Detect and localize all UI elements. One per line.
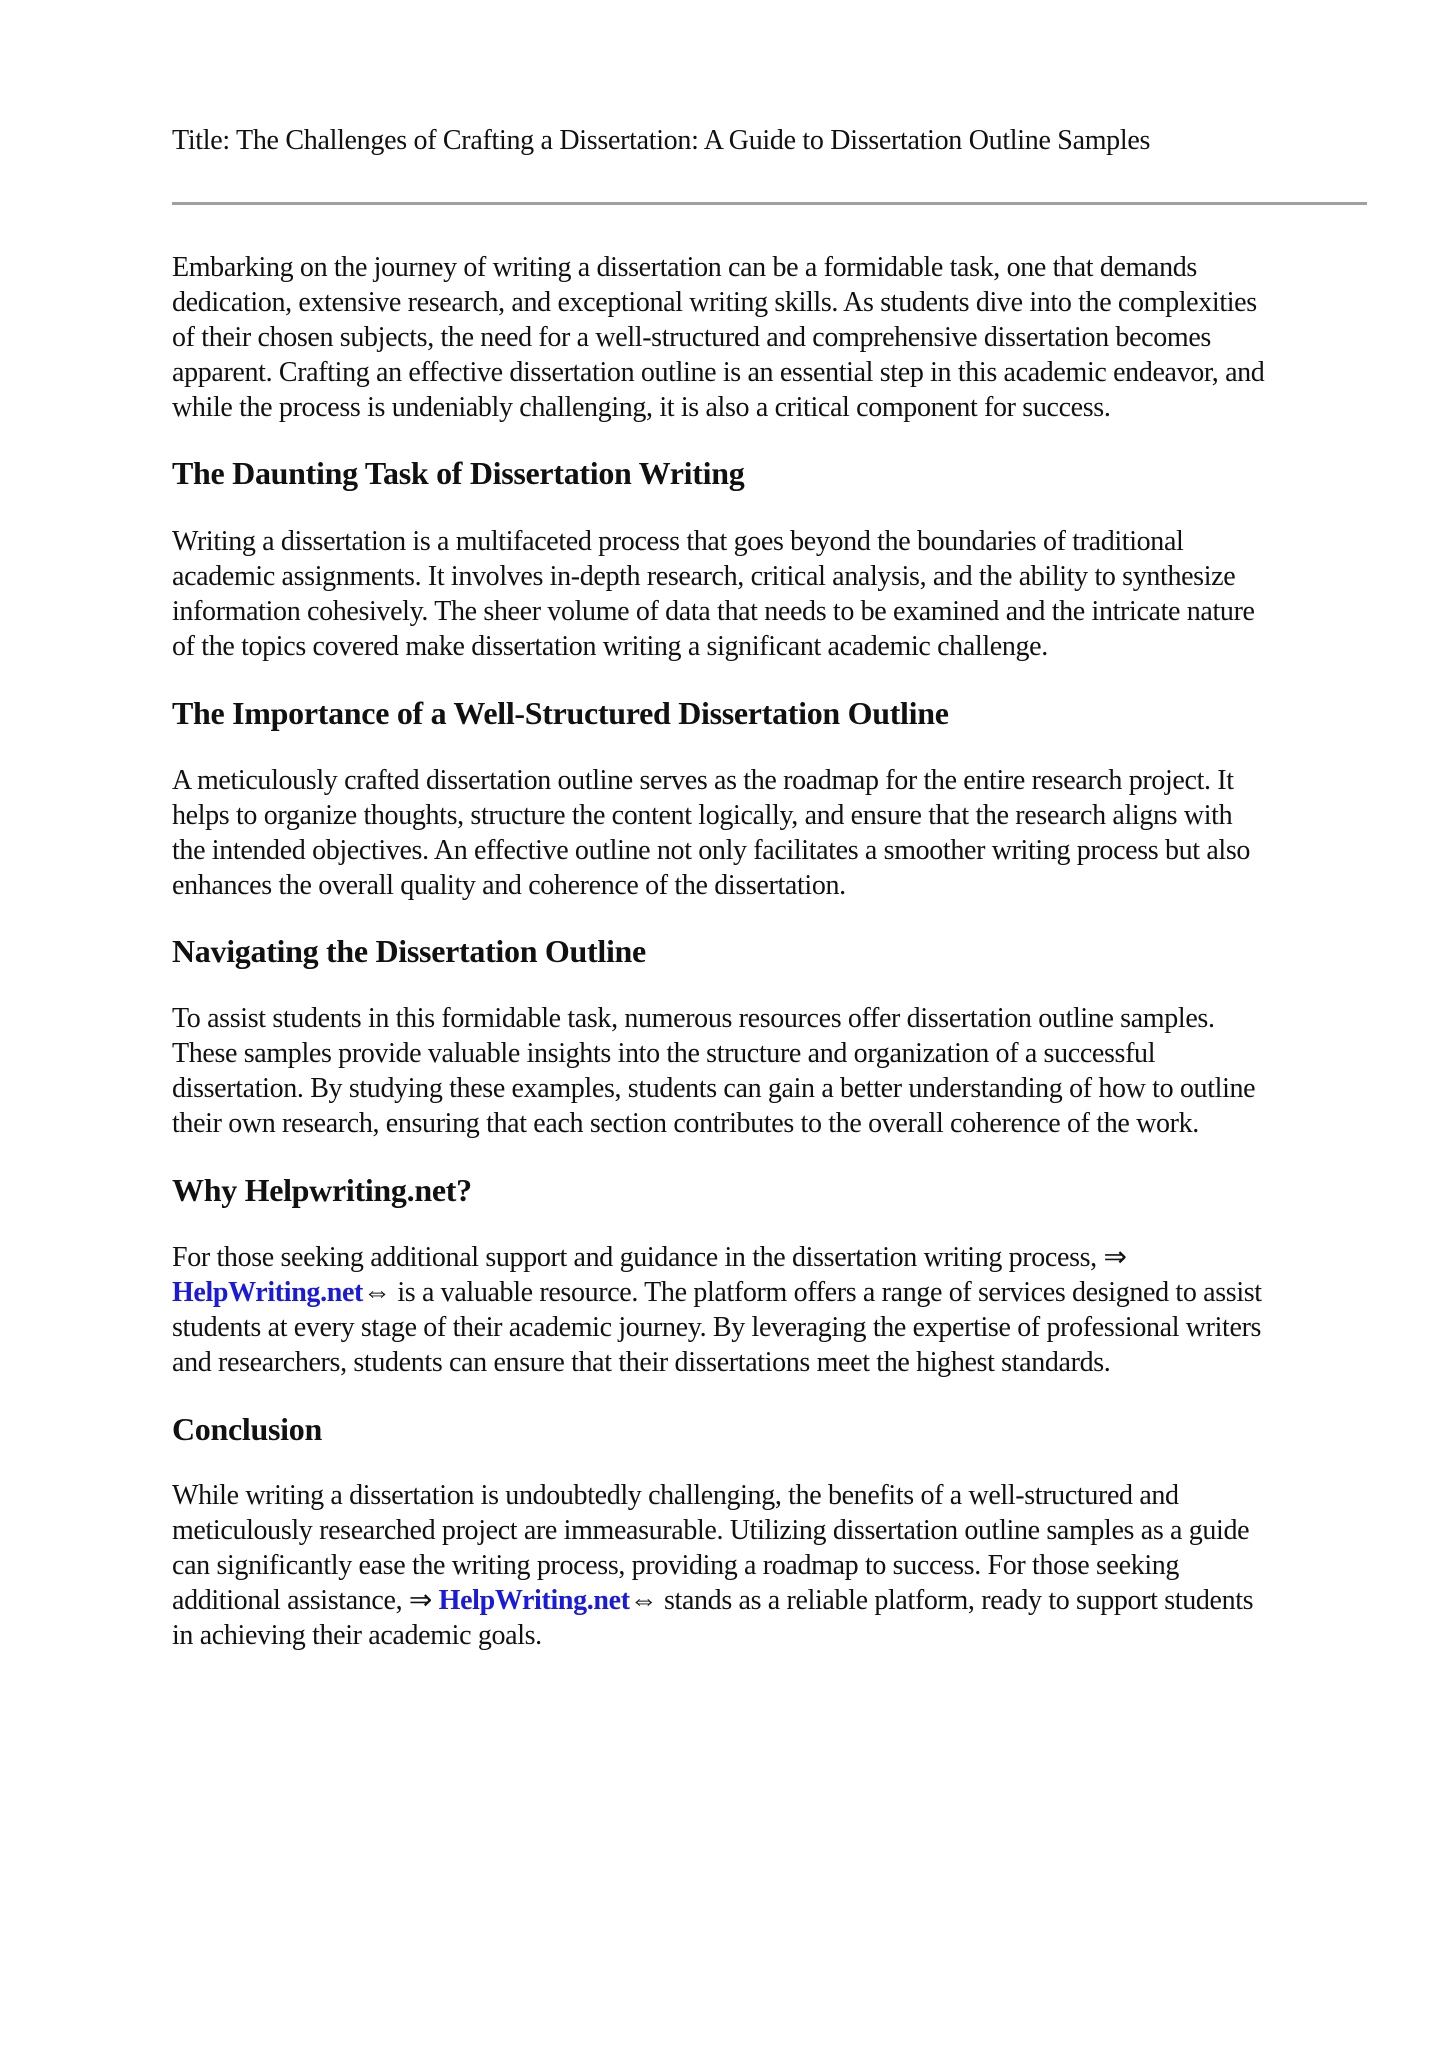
section-heading: Why Helpwriting.net? [172,1172,472,1208]
text-segment: ⇔ is a valuable resource. The platform offers a range of services designed to assist [363,1276,1262,1308]
text-line: While writing a dissertation is undoubtedly challenging, the benefits of a well-structured and [172,1480,1179,1511]
text-line: helps to organize thoughts, structure the content logically, and ensure that the research aligns with [172,799,1233,831]
section-heading: The Importance of a Well-Structured Dissertation Outline [172,695,949,731]
text-line: can significantly ease the writing process, providing a roadmap to success. For those seeking [172,1549,1180,1581]
section-heading: Conclusion [172,1411,322,1447]
text-line: dissertation. By studying these examples, students can gain a better understanding of how to outline [172,1072,1256,1104]
section-paragraph [172,525,1372,665]
text-line: of their chosen subjects, the need for a well-structured and comprehensive dissertation becomes [172,321,1211,353]
text-line: For those seeking additional support and guidance in the dissertation writing process, ⇒ [172,1242,1127,1273]
text-line: of the topics covered make dissertation writing a significant academic challenge. [172,630,1048,662]
text-segment: additional assistance, ⇒ [172,1584,439,1616]
text-line: students at every stage of their academic journey. By leveraging the expertise of professional writers [172,1311,1262,1343]
section-paragraph [172,1479,1372,1654]
text-line: These samples provide valuable insights into the structure and organization of a successful [172,1037,1156,1069]
text-line: meticulously researched project are immeasurable. Utilizing dissertation outline samples as a guide [172,1514,1250,1546]
text-line: A meticulously crafted dissertation outline serves as the roadmap for the entire research project. It [172,765,1234,796]
text-segment: ⇔ stands as a reliable platform, ready to support students [629,1584,1254,1616]
section-paragraph [172,764,1372,904]
text-line: Writing a dissertation is a multifaceted process that goes beyond the boundaries of traditional [172,526,1184,557]
helpwriting-link[interactable]: HelpWriting.net [438,1584,630,1616]
text-line [172,1584,1372,1619]
section-heading: Navigating the Dissertation Outline [172,933,646,969]
text-line: academic assignments. It involves in-depth research, critical analysis, and the ability to synthesize [172,560,1236,592]
helpwriting-link[interactable]: HelpWriting.net [172,1276,364,1308]
text-line: their own research, ensuring that each section contributes to the overall coherence of the work. [172,1107,1199,1139]
text-line: Embarking on the journey of writing a dissertation can be a formidable task, one that demands [172,252,1197,283]
text-line: in achieving their academic goals. [172,1619,542,1651]
text-line: the intended objectives. An effective outline not only facilitates a smoother writing process but also [172,834,1251,866]
text-line: information cohesively. The sheer volume of data that needs to be examined and the intricate nature [172,595,1255,627]
horizontal-rule [172,202,1367,205]
section-paragraph [172,1002,1372,1142]
text-line: apparent. Crafting an effective dissertation outline is an essential step in this academic endeavor, and [172,356,1265,388]
text-line: and researchers, students can ensure that their dissertations meet the highest standards. [172,1346,1111,1378]
document-title: Title: The Challenges of Crafting a Dissertation: A Guide to Dissertation Outline Samples [172,125,1151,156]
intro-paragraph [172,251,1372,426]
section-paragraph [172,1241,1372,1381]
text-line: To assist students in this formidable task, numerous resources offer dissertation outline samples. [172,1003,1215,1034]
text-line: while the process is undeniably challenging, it is also a critical component for success. [172,391,1111,423]
text-line: enhances the overall quality and coherence of the dissertation. [172,869,846,901]
text-line [172,1276,1372,1311]
text-line: dedication, extensive research, and exceptional writing skills. As students dive into the complexities [172,286,1257,318]
section-heading: The Daunting Task of Dissertation Writing [172,455,745,491]
